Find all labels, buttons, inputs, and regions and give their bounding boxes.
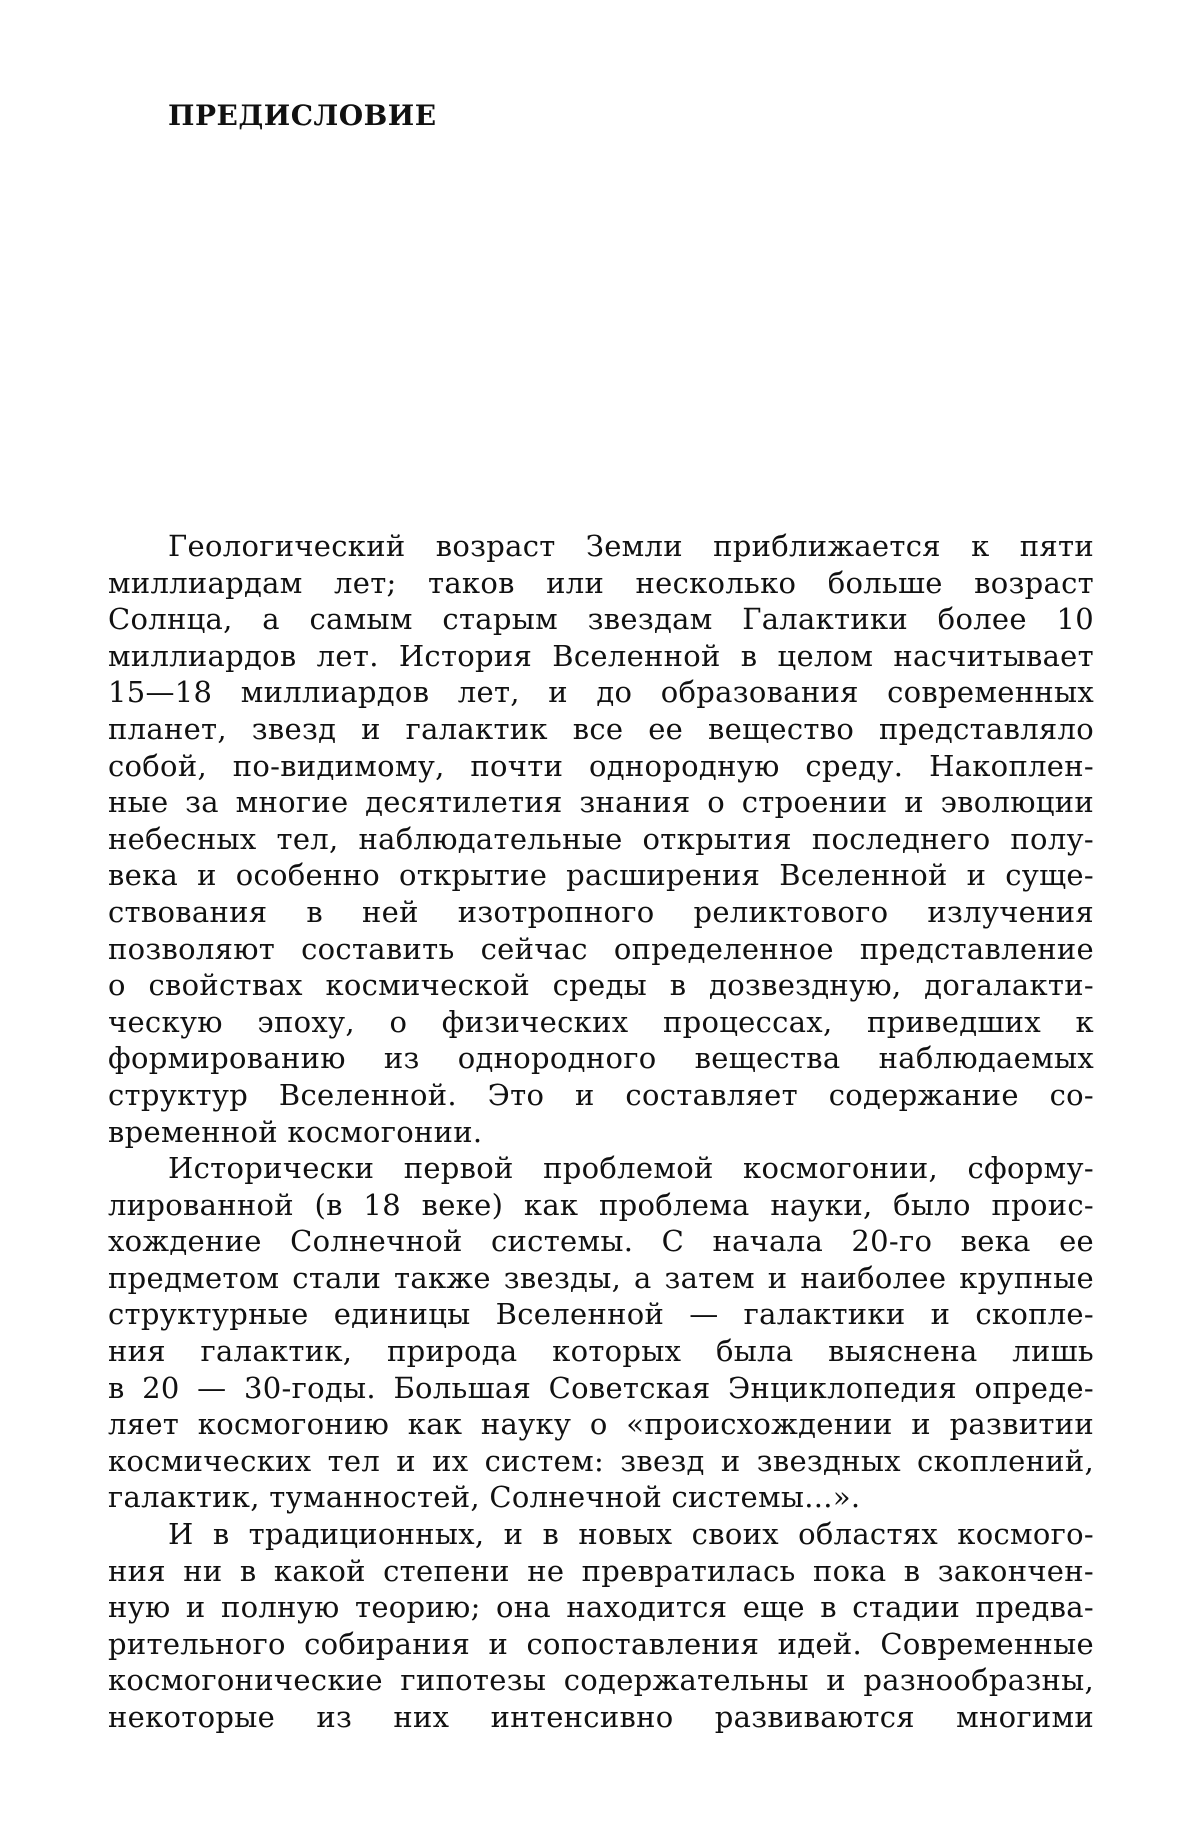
text-line: собой, по-видимому, почти однородную среду. Накоплен- — [108, 748, 1094, 783]
text-line: 15—18 миллиардов лет, и до образования современных — [108, 675, 1094, 710]
text-line: планет, звезд и галактик все ее вещество представляло — [108, 711, 1094, 746]
text-line: позволяют составить сейчас определенное представление — [108, 931, 1094, 966]
text-line: миллиардам лет; таков или несколько больше возраст — [108, 565, 1094, 600]
text-line: лированной (в 18 веке) как проблема науки, было проис- — [108, 1187, 1094, 1222]
text-line: космических тел и их систем: звезд и звездных скоплений, — [108, 1443, 1094, 1478]
text-line: формированию из однородного вещества наблюдаемых — [108, 1041, 1094, 1076]
text-line: небесных тел, наблюдательные открытия последнего полу- — [108, 821, 1094, 856]
text-line: некоторые из них интенсивно развиваются многими — [108, 1700, 1094, 1734]
paragraph-2 — [108, 1150, 1094, 1516]
text-line: рительного собирания и сопоставления идей. Современные — [108, 1626, 1094, 1661]
body-text — [108, 528, 1094, 1736]
text-line: ния ни в какой степени не превратилась пока в закончен- — [108, 1553, 1094, 1588]
text-line: структурные единицы Вселенной — галактики и скопле- — [108, 1297, 1094, 1332]
paragraph-3 — [108, 1516, 1094, 1736]
text-line: космогонические гипотезы содержательны и разнообразны, — [108, 1663, 1094, 1698]
text-line: Исторически первой проблемой космогонии, сформу- — [168, 1151, 1094, 1186]
text-line: ляет космогонию как науку о «происхождении и развитии — [108, 1407, 1094, 1442]
text-line: хождение Солнечной системы. С начала 20-го века ее — [108, 1224, 1094, 1259]
page-heading: ПРЕДИСЛОВИЕ — [168, 99, 437, 132]
text-line: Геологический возраст Земли приближается к пяти — [168, 529, 1094, 563]
text-line: ствования в ней изотропного реликтового излучения — [108, 894, 1094, 929]
text-line: о свойствах космической среды в дозвездную, догалакти- — [108, 968, 1094, 1003]
text-line: ния галактик, природа которых была выяснена лишь — [108, 1334, 1094, 1369]
text-line: века и особенно открытие расширения Вселенной и суще- — [108, 858, 1094, 893]
text-line: галактик, туманностей, Солнечной системы...». — [108, 1480, 861, 1515]
text-line: Солнца, а самым старым звездам Галактики более 10 — [108, 602, 1094, 637]
text-line: И в традиционных, и в новых своих областях космого- — [168, 1517, 1094, 1552]
text-line: ные за многие десятилетия знания о строении и эволюции — [108, 785, 1094, 820]
text-line: предметом стали также звезды, а затем и наиболее крупные — [108, 1260, 1094, 1295]
text-line: временной космогонии. — [108, 1114, 483, 1149]
text-line: структур Вселенной. Это и составляет содержание со- — [108, 1077, 1094, 1112]
paragraph-1 — [108, 528, 1094, 1150]
text-line: ную и полную теорию; она находится еще в стадии предва- — [108, 1590, 1094, 1625]
text-line: ческую эпоху, о физических процессах, приведших к — [108, 1004, 1094, 1039]
text-line: в 20 — 30-годы. Большая Советская Энциклопедия опреде- — [108, 1370, 1094, 1405]
text-line: миллиардов лет. История Вселенной в целом насчитывает — [108, 638, 1094, 673]
